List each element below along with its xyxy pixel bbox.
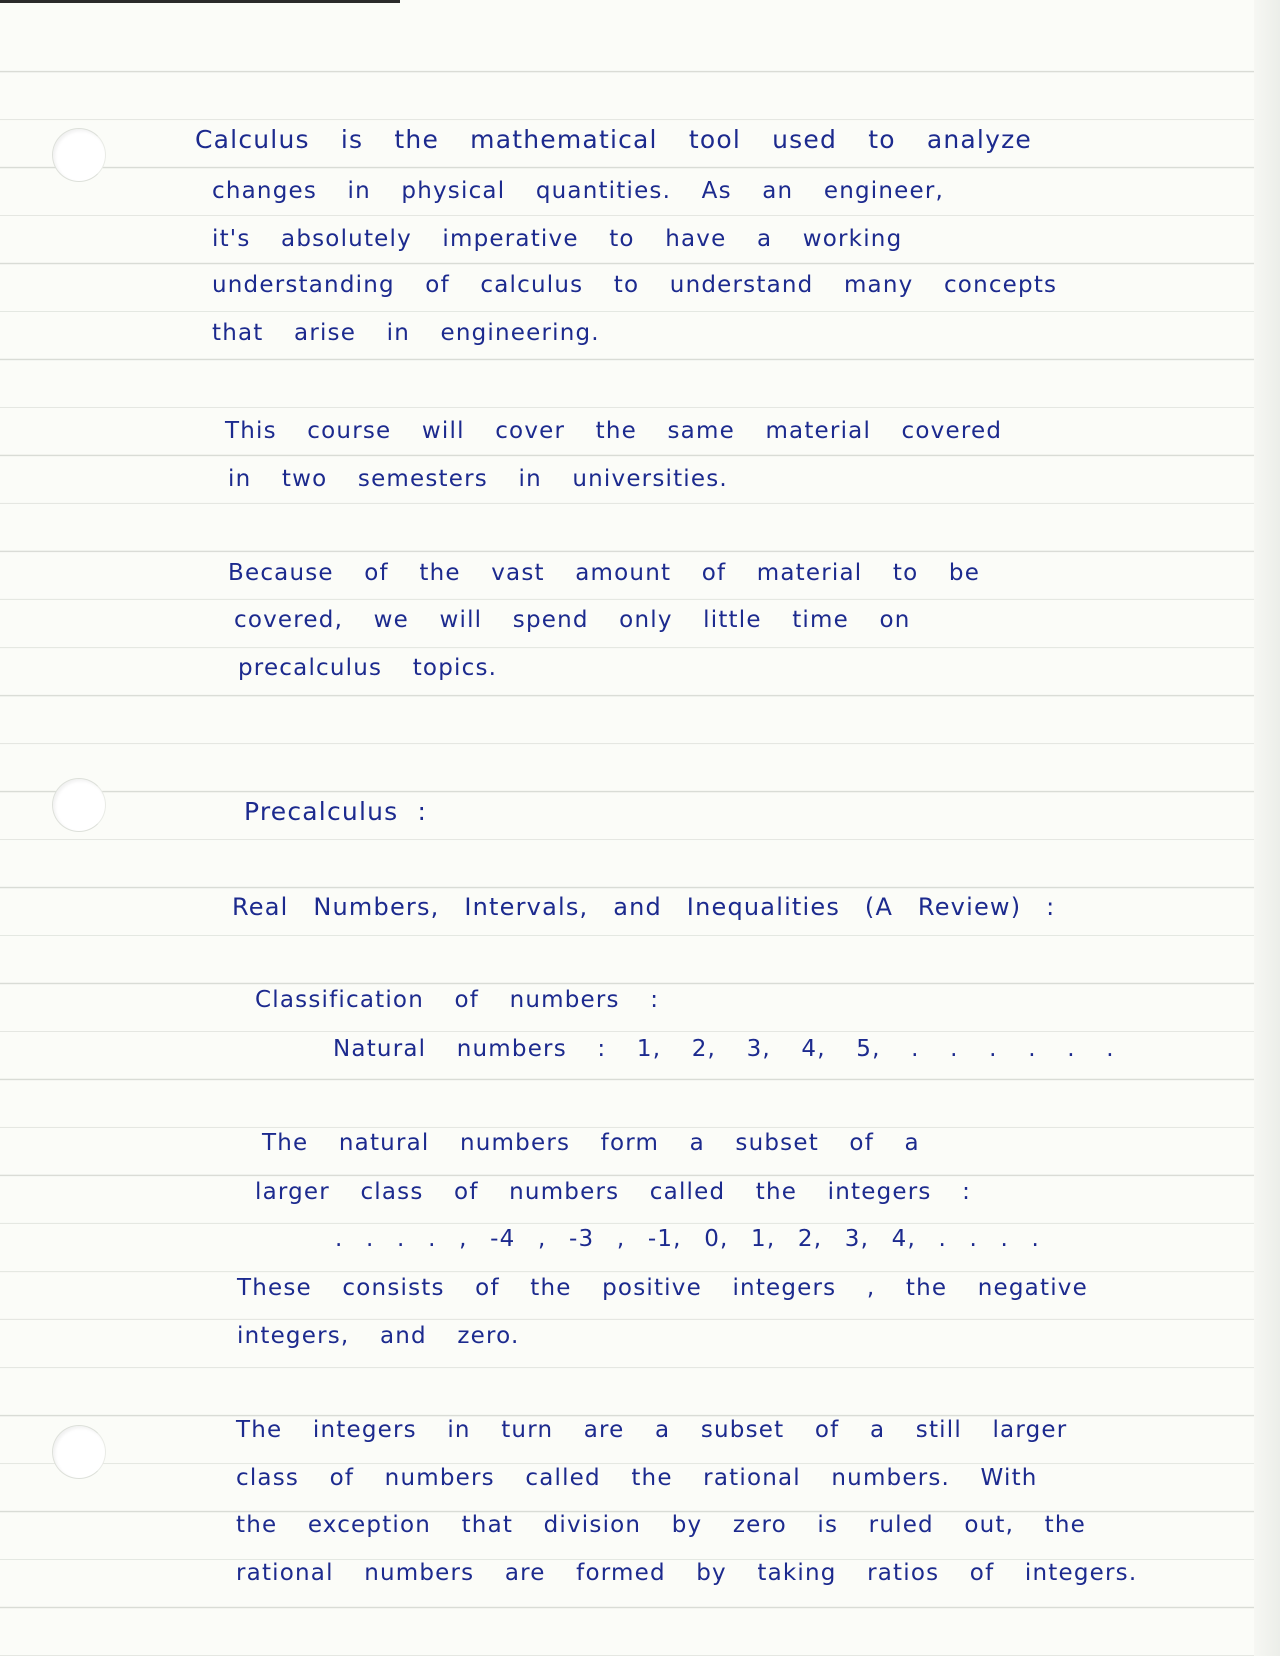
integers-summary-line-1: These consists of the positive integers , the negative [237, 1275, 1088, 1301]
rationals-line-1: The integers in turn are a subset of a still larger [236, 1417, 1068, 1443]
integers-line-2: larger class of numbers called the integers : [255, 1179, 972, 1205]
integers-sequence: . . . . , -4 , -3 , -1, 0, 1, 2, 3, 4, . . . . [335, 1226, 1041, 1252]
course-line-2: in two semesters in universities. [228, 466, 728, 492]
rationals-line-3: the exception that division by zero is ruled out, the [236, 1512, 1086, 1538]
binder-hole-top [52, 128, 106, 182]
heading-precalculus: Precalculus : [244, 797, 428, 826]
natural-numbers-line: Natural numbers : 1, 2, 3, 4, 5, . . . . . . [333, 1036, 1115, 1062]
rationals-line-2: class of numbers called the rational numbers. With [236, 1465, 1038, 1491]
scan-top-edge [0, 0, 400, 3]
precalc-note-line-1: Because of the vast amount of material to be [228, 560, 981, 586]
course-line-1: This course will cover the same material covered [225, 418, 1003, 444]
integers-summary-line-2: integers, and zero. [237, 1323, 520, 1349]
binder-hole-middle [52, 778, 106, 832]
classification-title: Classification of numbers : [255, 987, 660, 1013]
precalc-note-line-2: covered, we will spend only little time on [234, 607, 911, 633]
intro-line-4: understanding of calculus to understand many concepts [212, 272, 1058, 298]
page-right-edge [1254, 0, 1280, 1656]
precalc-note-line-3: precalculus topics. [238, 655, 498, 681]
rationals-line-4: rational numbers are formed by taking ratios of integers. [236, 1560, 1138, 1586]
intro-line-5: that arise in engineering. [212, 320, 600, 346]
integers-line-1: The natural numbers form a subset of a [262, 1130, 920, 1156]
intro-line-3: it's absolutely imperative to have a working [212, 226, 903, 252]
intro-line-1: Calculus is the mathematical tool used to analyze [195, 125, 1032, 154]
binder-hole-bottom [52, 1425, 106, 1479]
heading-real-numbers: Real Numbers, Intervals, and Inequalities (A Review) : [232, 893, 1056, 921]
intro-line-2: changes in physical quantities. As an engineer, [212, 178, 945, 204]
